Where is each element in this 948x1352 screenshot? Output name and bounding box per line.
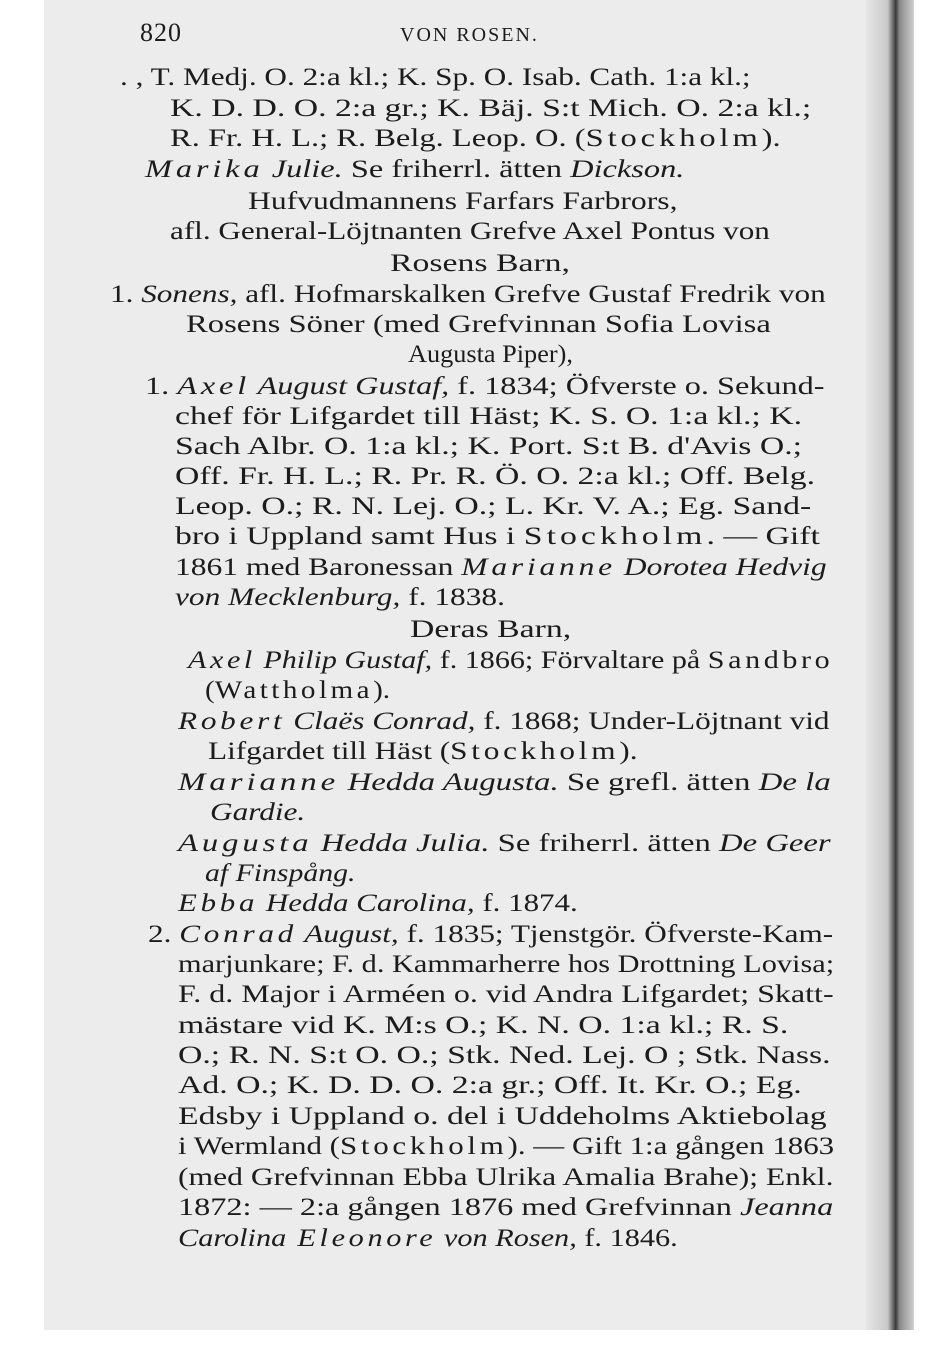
- text-span: Carolina: [178, 1225, 287, 1252]
- text-span: afl. Hofmarskalken Grefve Gustaf Fredrik von: [237, 281, 826, 308]
- running-head: VON ROSEN.: [400, 24, 539, 46]
- text-span: Stockholm: [339, 1133, 508, 1160]
- text-line: [178, 1193, 833, 1223]
- text-span: 1.: [145, 373, 178, 400]
- text-line: [390, 249, 570, 279]
- text-span: Axel: [177, 373, 251, 400]
- text-span: Marika: [145, 156, 264, 183]
- text-line: [178, 980, 834, 1010]
- text-span: Axel: [188, 647, 256, 674]
- text-span: K. D. D. O. 2:a gr.; K. Bäj. S:t Mich. O. 2:a kl.;: [170, 95, 812, 122]
- text-line: [175, 432, 802, 462]
- text-line: [175, 522, 820, 552]
- text-line: [175, 462, 815, 492]
- text-span: Claës Conrad,: [285, 708, 476, 735]
- text-line: [210, 798, 305, 828]
- text-span: ).: [619, 738, 638, 765]
- text-span: (: [205, 677, 215, 704]
- text-span: 1872: — 2:a gången 1876 med Grefvinnan: [178, 1194, 741, 1221]
- text-span: Off. Fr. H. L.; R. Pr. R. Ö. O. 2:a kl.; Off. Belg.: [175, 463, 816, 490]
- text-span: Se friherrl. ätten: [342, 156, 571, 183]
- text-span: Jeanna: [740, 1194, 834, 1221]
- text-span: Edsby i Uppland o. del i Uddeholms Aktiebolag: [178, 1103, 827, 1130]
- text-span: Robert: [178, 708, 286, 735]
- text-line: [178, 1224, 678, 1254]
- text-line: [175, 492, 811, 522]
- text-line: [170, 94, 811, 124]
- text-line: [186, 310, 771, 340]
- text-span: f. 1834; Öfverste o. Sekund-: [449, 373, 825, 400]
- text-span: Augusta: [178, 830, 313, 857]
- text-span: Marianne: [178, 769, 340, 796]
- text-span: Julie.: [263, 156, 343, 183]
- text-span: Deras Barn,: [410, 616, 572, 643]
- text-span: F. d. Major i Arméen o. vid Andra Lifgardet; Skatt-: [178, 981, 834, 1008]
- text-line: [175, 583, 505, 613]
- text-line: [170, 124, 781, 154]
- text-span: f. 1838.: [400, 584, 505, 611]
- text-span: Se grefl. ätten: [558, 769, 759, 796]
- text-line: [410, 615, 571, 645]
- text-span: ).: [761, 125, 781, 152]
- text-span: O.; R. N. S:t O. O.; Stk. Ned. Lej. O ; Stk. Nass.: [178, 1042, 831, 1069]
- text-span: (med Grefvinnan Ebba Ulrika Amalia Brahe); Enkl.: [178, 1164, 834, 1191]
- text-line: [178, 768, 831, 798]
- text-span: Conrad: [179, 921, 298, 948]
- text-line: [178, 1011, 788, 1041]
- text-span: f. 1868; Under-Löjtnant vid: [475, 708, 830, 735]
- text-line: [120, 63, 751, 93]
- text-span: R. Fr. H. L.; R. Belg. Leop. O. (: [170, 125, 586, 152]
- text-span: Hedda Augusta.: [339, 769, 559, 796]
- text-span: Rosens Barn,: [390, 250, 570, 277]
- text-span: Se friherrl. ätten: [489, 830, 720, 857]
- text-span: von Rosen,: [436, 1225, 577, 1252]
- text-span: Philip Gustaf,: [255, 647, 433, 674]
- text-line: [178, 889, 578, 919]
- page-number: 820: [140, 18, 182, 47]
- text-span: Hedda Julia.: [312, 830, 490, 857]
- text-line: [178, 829, 831, 859]
- text-span: Eleonore: [286, 1225, 437, 1252]
- text-span: 1861 med Baronessan: [175, 554, 462, 581]
- text-span: Stockholm: [585, 125, 762, 152]
- text-span: f. 1835; Tjenstgör. Öfverste-Kam-: [398, 921, 834, 948]
- text-span: marjunkare; F. d. Kammarherre hos Drottning Lovisa;: [178, 951, 835, 978]
- text-span: 2.: [148, 921, 180, 948]
- text-span: August Gustaf,: [250, 373, 450, 400]
- text-line: [205, 859, 355, 889]
- text-span: Stockholm: [523, 523, 707, 550]
- text-line: [145, 155, 684, 185]
- text-line: [170, 217, 770, 247]
- text-span: Sandbro: [707, 647, 834, 674]
- text-span: Augusta Piper),: [408, 341, 573, 368]
- text-span: Wattholma: [214, 677, 374, 704]
- text-line: [248, 187, 677, 217]
- text-span: Dorotea Hedvig: [615, 554, 827, 581]
- text-line: [175, 402, 802, 432]
- text-span: . — Gift: [706, 523, 820, 550]
- text-span: Sonens,: [141, 281, 238, 308]
- text-span: 1.: [110, 281, 142, 308]
- text-span: Lifgardet till Häst (: [208, 738, 451, 765]
- text-span: August,: [297, 921, 399, 948]
- text-span: Gardie.: [210, 799, 306, 826]
- text-span: Hufvudmannens Farfars Farbrors,: [248, 188, 678, 215]
- text-span: Dickson.: [570, 156, 685, 183]
- book-spine-edge: [866, 0, 914, 1330]
- text-span: af Finspång.: [205, 860, 356, 887]
- text-span: mästare vid K. M:s O.; K. N. O. 1:a kl.; R. S.: [178, 1012, 789, 1039]
- text-span: ). — Gift 1:a gången 1863: [507, 1133, 835, 1160]
- text-span: von Mecklenburg,: [175, 584, 401, 611]
- text-line: [178, 1102, 827, 1132]
- text-span: bro i Uppland samt Hus i: [175, 523, 524, 550]
- text-line: [205, 676, 390, 706]
- text-line: [178, 1041, 831, 1071]
- text-span: Marianne: [461, 554, 616, 581]
- text-span: Hedda Carolina,: [258, 890, 475, 917]
- text-span: afl. General-Löjtnanten Grefve Axel Pontus von: [170, 218, 770, 245]
- text-span: f. 1866; Förvaltare på: [432, 647, 708, 674]
- text-span: f. 1846.: [576, 1225, 678, 1252]
- text-span: i Wermland (: [178, 1133, 340, 1160]
- text-line: [175, 553, 827, 583]
- text-span: De Geer: [719, 830, 831, 857]
- text-span: Sach Albr. O. 1:a kl.; K. Port. S:t B. d'Avis O.;: [175, 433, 803, 460]
- text-span: . , T. Medj. O. 2:a kl.; K. Sp. O. Isab. Cath. 1:a kl.;: [120, 64, 751, 91]
- text-line: [408, 340, 573, 370]
- text-span: ).: [373, 677, 391, 704]
- text-line: [145, 372, 825, 402]
- text-line: [148, 920, 833, 950]
- text-line: [178, 1163, 834, 1193]
- text-span: Stockholm: [450, 738, 620, 765]
- text-line: [178, 1132, 834, 1162]
- text-span: Leop. O.; R. N. Lej. O.; L. Kr. V. A.; Eg. Sand-: [175, 493, 812, 520]
- text-span: Rosens Söner (med Grefvinnan Sofia Lovisa: [186, 311, 771, 338]
- bottom-margin: [0, 1330, 948, 1352]
- text-line: [178, 950, 834, 980]
- text-line: [208, 737, 638, 767]
- text-line: [178, 1071, 802, 1101]
- text-line: [110, 280, 826, 310]
- text-line: [188, 646, 833, 676]
- text-span: f. 1874.: [474, 890, 578, 917]
- text-line: [178, 707, 830, 737]
- text-span: De la: [758, 769, 831, 796]
- text-span: chef för Lifgardet till Häst; K. S. O. 1:a kl.; K.: [175, 403, 803, 430]
- text-span: Ebba: [178, 890, 259, 917]
- text-span: Ad. O.; K. D. D. O. 2:a gr.; Off. It. Kr. O.; Eg.: [178, 1072, 802, 1099]
